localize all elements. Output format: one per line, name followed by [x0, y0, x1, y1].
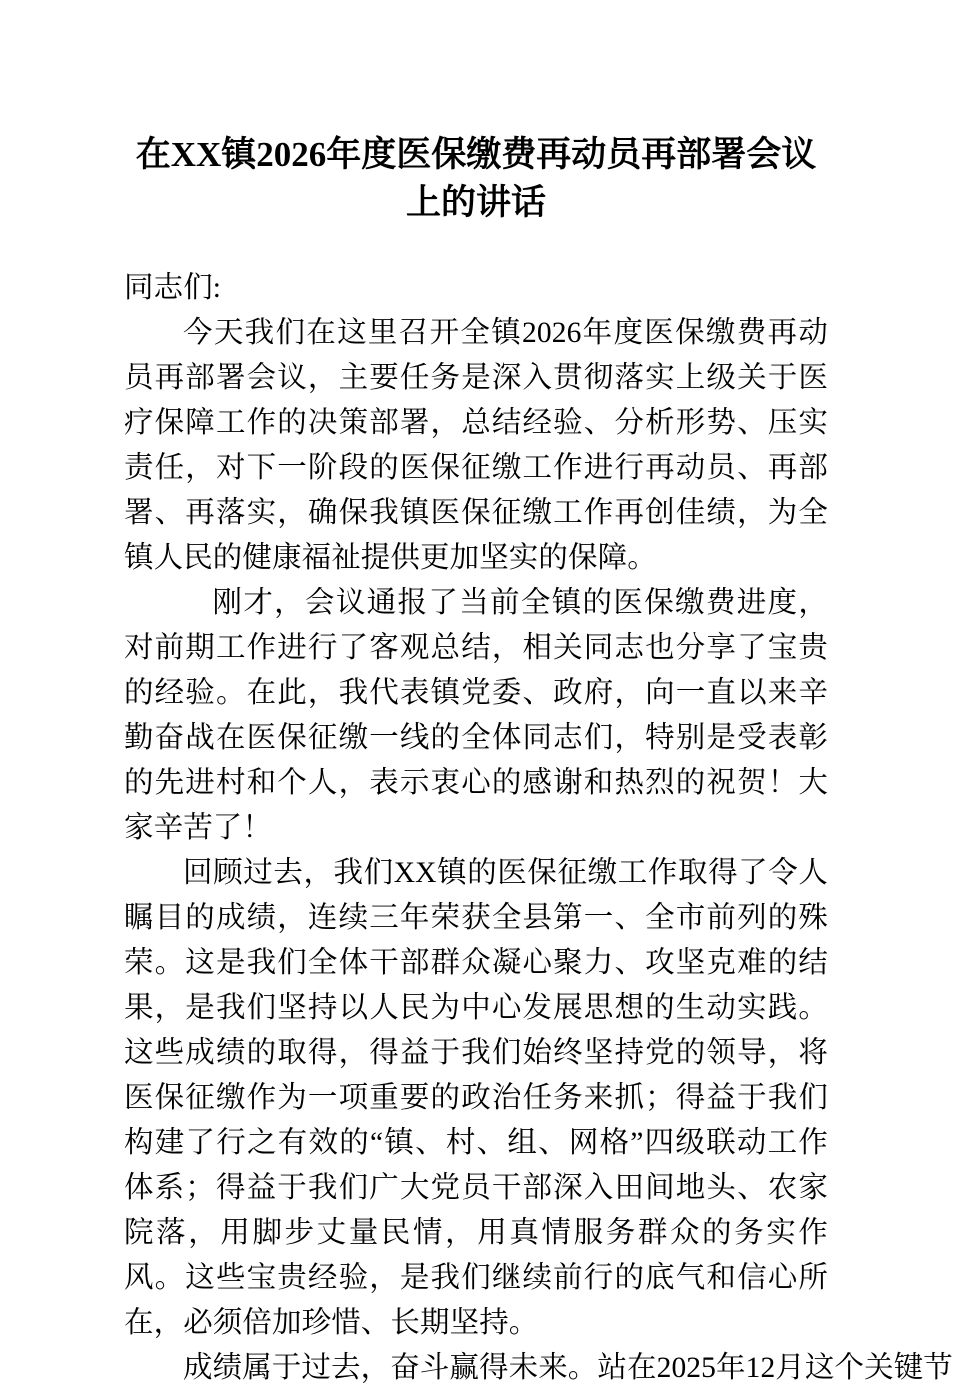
paragraph-2: 刚才，会议通报了当前全镇的医保缴费进度，对前期工作进行了客观总结，相关同志也分享了宝贵的经验。在此，我代表镇党委、政府，向一直以来辛勤奋战在医保征缴一线的全体同志们，特别是受表彰的先进村和个人，表示衷心的感谢和热烈的祝贺！大家辛苦了！ [124, 587, 828, 844]
salutation-line: 同志们: [124, 272, 222, 304]
paragraph-1: 今天我们在这里召开全镇2026年度医保缴费再动员再部署会议，主要任务是深入贯彻落实上级关于医疗保障工作的决策部署，总结经验、分析形势、压实责任，对下一阶段的医保征缴工作进行再动员、再部署、再落实，确保我镇医保征缴工作再创佳绩，为全镇人民的健康福祉提供更加坚实的保障。 [124, 317, 828, 574]
page-title: 在XX镇2026年度医保缴费再动员再部署会议上的讲话 [135, 135, 817, 222]
paragraph-4: 成绩属于过去，奋斗赢得未来。站在2025年12月这个关键节 [183, 1352, 953, 1384]
document-body [124, 0, 953, 1391]
paragraph-3: 回顾过去，我们XX镇的医保征缴工作取得了令人瞩目的成绩，连续三年荣获全县第一、全市前列的殊荣。这是我们全体干部群众凝心聚力、攻坚克难的结果，是我们坚持以人民为中心发展思想的生动实践。这些成绩的取得，得益于我们始终坚持党的领导，将医保征缴作为一项重要的政治任务来抓；得益于我们构建了行之有效的“镇、村、组、网格”四级联动工作体系；得益于我们广大党员干部深入田间地头、农家院落，用脚步丈量民情，用真情服务群众的务实作风。这些宝贵经验，是我们继续前行的底气和信心所在，必须倍加珍惜、长期坚持。 [124, 857, 828, 1339]
